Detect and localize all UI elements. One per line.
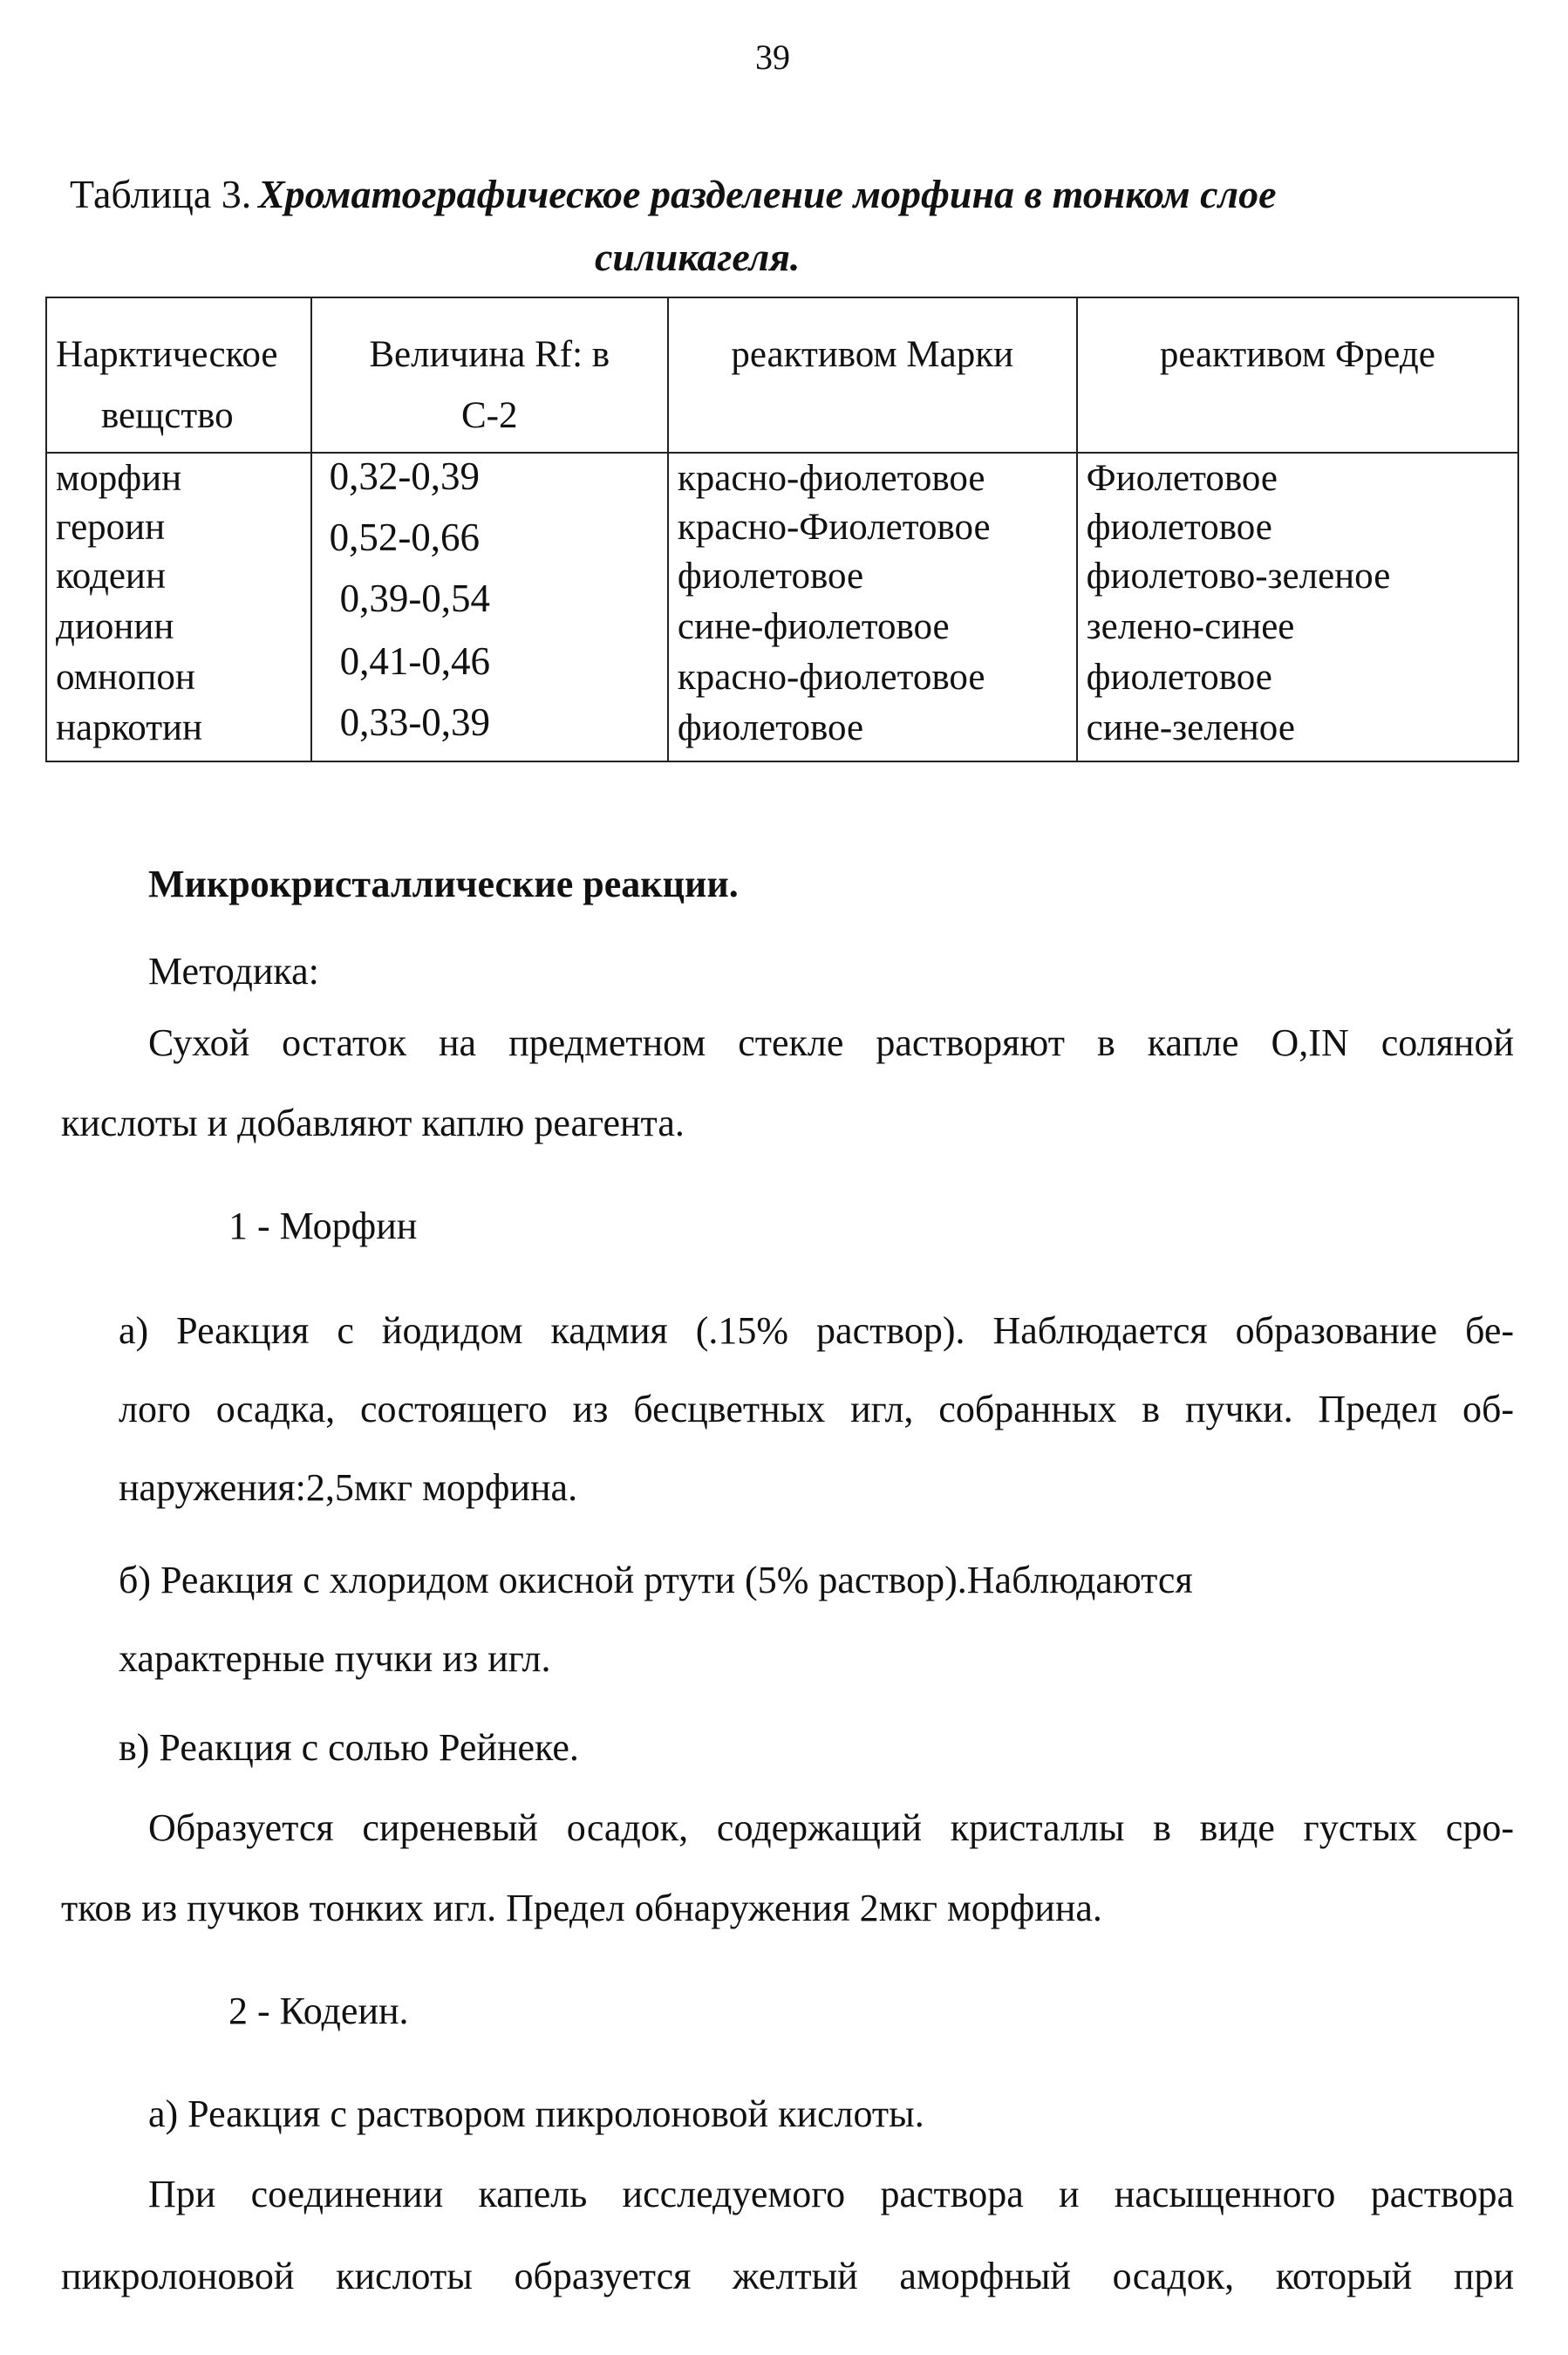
substance-item: омнопон [56, 657, 195, 698]
table-header-row [46, 297, 1518, 453]
paragraph-line: характерные пучки из игл. [119, 1637, 551, 1680]
table-body-row [46, 453, 1518, 761]
header-cell-froehde [1077, 297, 1518, 453]
froehde-color: Фиолетовое [1086, 458, 1278, 499]
paragraph-line: лого осадка, состоящего из бесцветных игл, собранных в пучки. Предел об- [119, 1388, 1514, 1430]
froehde-color: фиолетовое [1086, 507, 1272, 548]
col-marquis [668, 453, 1077, 761]
marquis-color: красно-фиолетовое [677, 657, 985, 698]
substance-item: героин [56, 507, 166, 548]
subsection-title: 2 - Кодеин. [228, 1990, 409, 2032]
header-rf-line1: Величина Rf: в [369, 334, 610, 375]
paragraph-line: а) Реакция с раствором пикролоновой кислоты. [148, 2092, 924, 2135]
froehde-color: сине-зеленое [1086, 707, 1295, 748]
header-rf-line2: С-2 [460, 395, 518, 436]
froehde-color: фиолетово-зеленое [1086, 556, 1391, 597]
paragraph-line: тков из пучков тонких игл. Предел обнаружения 2мкг морфина. [61, 1887, 1102, 1929]
caption-title-line1: Хроматографическое разделение морфина в тонком слое [258, 172, 1277, 216]
paragraph-line: Сухой остаток на предметном стекле растворяют в капле O,IN соляной [148, 1021, 1514, 1064]
method-label: Методика: [148, 950, 319, 993]
substance-item: дионин [56, 606, 174, 647]
header-cell-marquis [668, 297, 1077, 453]
chromatography-table [45, 297, 1519, 762]
marquis-color: красно-Фиолетовое [677, 507, 991, 548]
header-cell-substance [46, 297, 311, 453]
page-number: 39 [755, 38, 790, 77]
rf-value: 0,52-0,66 [329, 515, 481, 559]
substance-item: кодеин [56, 556, 166, 597]
paragraph-line: б) Реакция с хлоридом окисной ртути (5% раствор).Наблюдаются [119, 1559, 1193, 1601]
paragraph-line: наружения:2,5мкг морфина. [119, 1466, 578, 1509]
header-froehde: реактивом Фреде [1159, 334, 1435, 375]
rf-value: 0,32-0,39 [329, 454, 481, 498]
caption-prefix: Таблица 3. [70, 172, 252, 216]
substance-item: морфин [56, 458, 182, 499]
caption-title-line2: силикагеля. [595, 235, 801, 279]
marquis-color: сине-фиолетовое [677, 606, 950, 647]
rf-value: 0,33-0,39 [339, 700, 491, 744]
col-substance [46, 453, 311, 761]
header-marquis: реактивом Марки [731, 334, 1014, 375]
rf-value: 0,41-0,46 [339, 639, 491, 683]
section-heading: Микрокристаллические реакции. [148, 863, 739, 905]
substance-item: наркотин [56, 707, 203, 748]
paragraph-line: пикролоновой кислоты образуется желтый аморфный осадок, который при [61, 2255, 1514, 2297]
subsection-title: 1 - Морфин [228, 1205, 418, 1247]
froehde-color: фиолетовое [1086, 657, 1272, 698]
marquis-color: фиолетовое [677, 556, 864, 597]
paragraph-line: Образуется сиреневый осадок, содержащий кристаллы в виде густых сро- [148, 1806, 1514, 1849]
paragraph-line: При соединении капель исследуемого раствора и насыщенного раствора [148, 2173, 1514, 2215]
paragraph-line: а) Реакция с йодидом кадмия (.15% раствор). Наблюдается образование бе- [119, 1309, 1514, 1352]
header-substance-line2: вещство [101, 395, 234, 436]
marquis-color: красно-фиолетовое [677, 458, 985, 499]
rf-value: 0,39-0,54 [339, 577, 491, 620]
marquis-color: фиолетовое [677, 707, 864, 748]
paragraph-line: в) Реакция с солью Рейнеке. [119, 1726, 579, 1769]
col-rf [311, 453, 668, 761]
header-substance-line1: Нарктическое [56, 334, 278, 375]
col-froehde [1077, 453, 1518, 761]
header-cell-rf [311, 297, 668, 453]
paragraph-line: кислоты и добавляют каплю реагента. [61, 1102, 685, 1144]
froehde-color: зелено-синее [1086, 606, 1295, 647]
